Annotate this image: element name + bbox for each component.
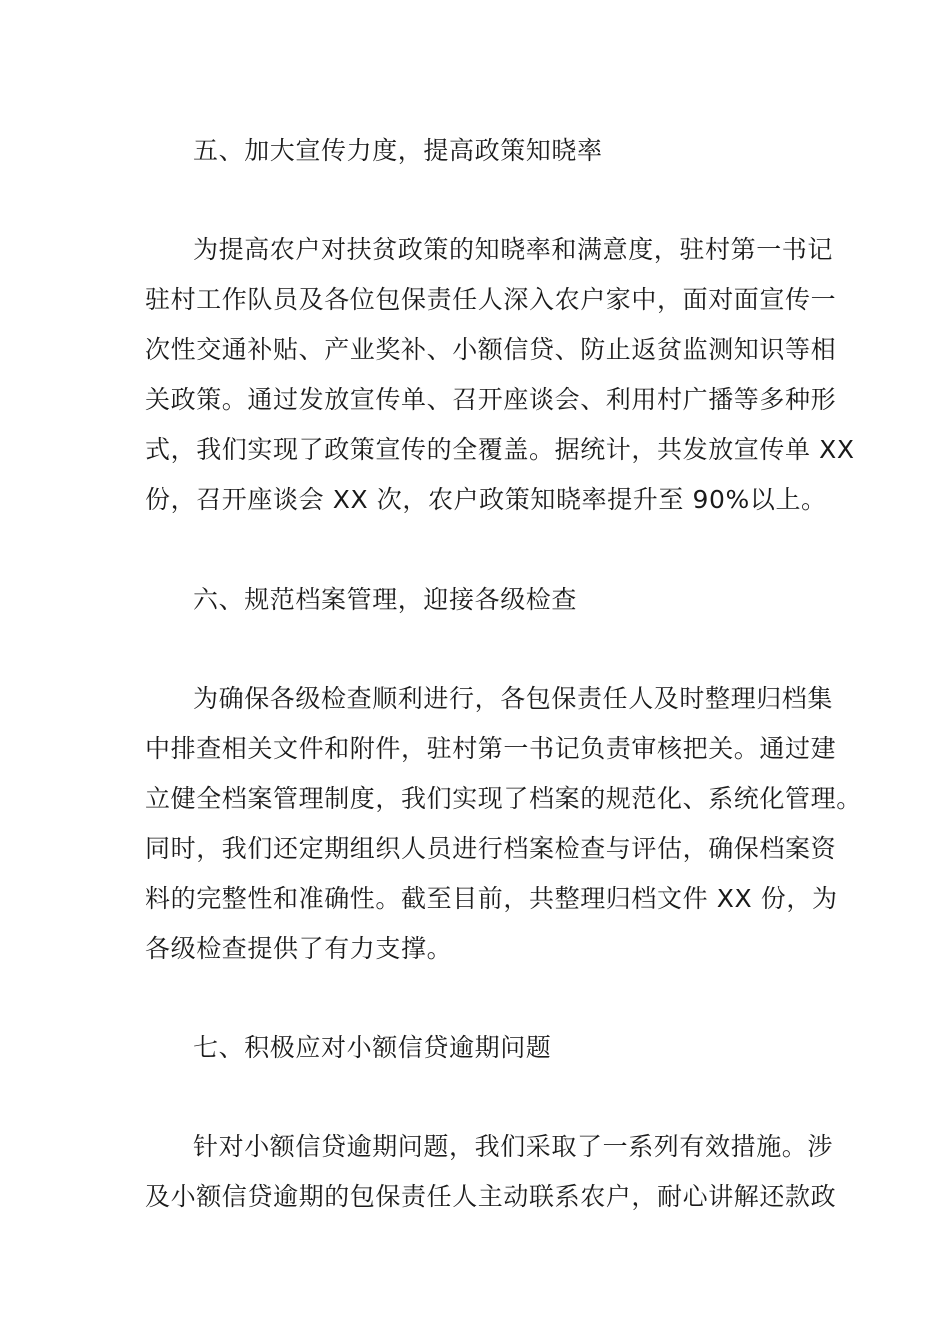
paragraph-line: 及小额信贷逾期的包保责任人主动联系农户，耐心讲解还款政 bbox=[145, 1182, 837, 1211]
paragraph-line: 关政策。通过发放宣传单、召开座谈会、利用村广播等多种形 bbox=[145, 385, 837, 414]
section-heading: 七、积极应对小额信贷逾期问题 bbox=[193, 1033, 552, 1062]
paragraph-line: 立健全档案管理制度，我们实现了档案的规范化、系统化管理。 bbox=[145, 784, 862, 813]
paragraph-line: 为提高农户对扶贫政策的知晓率和满意度，驻村第一书记 bbox=[193, 235, 834, 264]
paragraph-line: 中排查相关文件和附件，驻村第一书记负责审核把关。通过建 bbox=[145, 734, 837, 763]
paragraph-line: 式，我们实现了政策宣传的全覆盖。据统计，共发放宣传单 XX bbox=[145, 435, 855, 464]
paragraph-line: 驻村工作队员及各位包保责任人深入农户家中，面对面宣传一 bbox=[145, 285, 837, 314]
paragraph-line: 针对小额信贷逾期问题，我们采取了一系列有效措施。涉 bbox=[193, 1132, 834, 1161]
paragraph-line: 份，召开座谈会 XX 次，农户政策知晓率提升至 90%以上。 bbox=[145, 485, 827, 514]
section-heading: 六、规范档案管理，迎接各级检查 bbox=[193, 585, 578, 614]
paragraph-line: 次性交通补贴、产业奖补、小额信贷、防止返贫监测知识等相 bbox=[145, 335, 837, 364]
paragraph-line: 料的完整性和准确性。截至目前，共整理归档文件 XX 份，为 bbox=[145, 884, 838, 913]
paragraph-line: 为确保各级检查顺利进行，各包保责任人及时整理归档集 bbox=[193, 684, 834, 713]
section-heading: 五、加大宣传力度，提高政策知晓率 bbox=[193, 136, 603, 165]
paragraph-line: 同时，我们还定期组织人员进行档案检查与评估，确保档案资 bbox=[145, 834, 837, 863]
paragraph-line: 各级检查提供了有力支撑。 bbox=[145, 934, 453, 963]
